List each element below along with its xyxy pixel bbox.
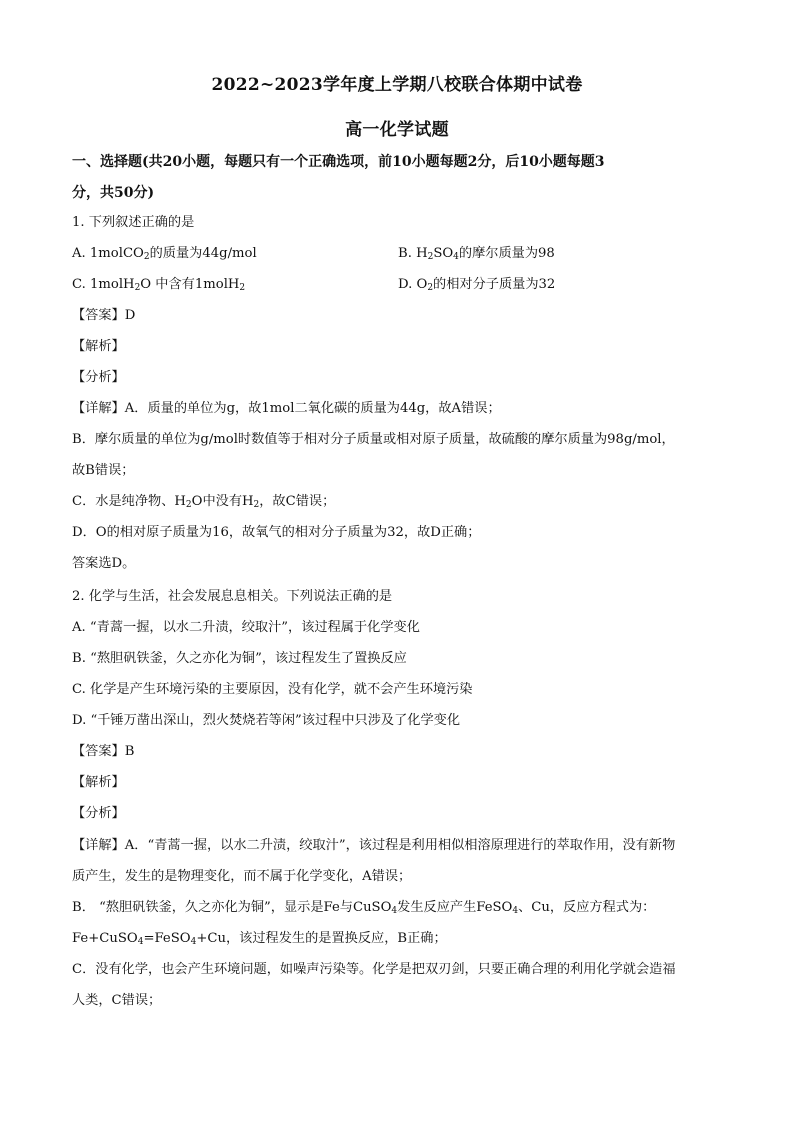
q1-stem: 1. 下列叙述正确的是 [72,215,195,230]
q2-answer: 【答案】B [72,744,135,759]
q2-detail-3: B． “熬胆矾铁釜，久之亦化为铜”，显示是Fe与CuSO$_4$发生反应产生FeSO$_4$、Cu，反应方程式为： [72,900,656,916]
q2-detail-6: 人类，C错误； [72,993,162,1008]
q2-option-b: B. “熬胆矾铁釜，久之亦化为铜”，该过程发生了置换反应 [72,651,407,666]
q1-option-b: B. $H_2SO_4$的摩尔质量为98 [398,246,555,262]
q2-detail-2: 质产生，发生的是物理变化，而不属于化学变化，A错误； [72,869,412,884]
q2-option-a: A. “青蒿一握，以水二升渍，绞取汁”，该过程属于化学变化 [72,620,420,635]
q1-option-c: C. 1molH$_2$O 中含有1molH$_2$ [72,277,246,293]
q1-conclusion: 答案选D。 [72,556,136,571]
q1-detail-3: 故B错误； [72,463,135,478]
exam-title: 2022~2023学年度上学期八校联合体期中试卷 [211,75,583,95]
q1-answer: 【答案】D [72,308,136,323]
q2-fenxi: 【分析】 [72,806,125,821]
q2-detail-5: C．没有化学，也会产生环境问题，如噪声污染等。化学是把双刃剑，只要正确合理的利用化学就会造福 [72,962,676,977]
q2-option-c: C. 化学是产生环境污染的主要原因，没有化学，就不会产生环境污染 [72,682,473,697]
q1-option-a: A. 1molCO$_2$的质量为44g/mol [72,246,257,262]
q1-option-d: D. $O_2$的相对分子质量为32 [398,277,556,293]
q1-detail-2: B．摩尔质量的单位为g/mol时数值等于相对分子质量或相对原子质量，故硫酸的摩尔质量为98g/mol， [72,432,675,447]
section-heading-line1: 一、选择题(共20小题，每题只有一个正确选项，前10小题每题2分，后10小题每题3 [72,154,605,170]
q2-option-d: D. “千锤万凿出深山，烈火焚烧若等闲”该过程中只涉及了化学变化 [72,713,461,728]
exam-subtitle: 高一化学试题 [345,120,449,140]
q1-detail-4: C．水是纯净物、$H_2O$中没有$H_2$，故C错误； [72,494,336,510]
q2-detail-1: 【详解】A．“青蒿一握，以水二升渍，绞取汁”，该过程是利用相似相溶原理进行的萃取作用，没有新物 [72,838,676,853]
section-heading-line2: 分，共50分) [72,185,155,201]
q2-jiexi: 【解析】 [72,775,125,790]
q1-detail-1: 【详解】A．质量的单位为g，故1mol二氧化碳的质量为44g，故A错误； [72,401,501,416]
q2-stem: 2. 化学与生活，社会发展息息相关。下列说法正确的是 [72,589,393,604]
q2-detail-4: Fe+CuSO$_4$=FeSO$_4$+Cu，该过程发生的是置换反应，B正确； [72,931,447,947]
q1-detail-5: D．O的相对原子质量为16，故氧气的相对分子质量为32，故D正确； [72,525,481,540]
q1-fenxi: 【分析】 [72,370,125,385]
q1-jiexi: 【解析】 [72,339,125,354]
